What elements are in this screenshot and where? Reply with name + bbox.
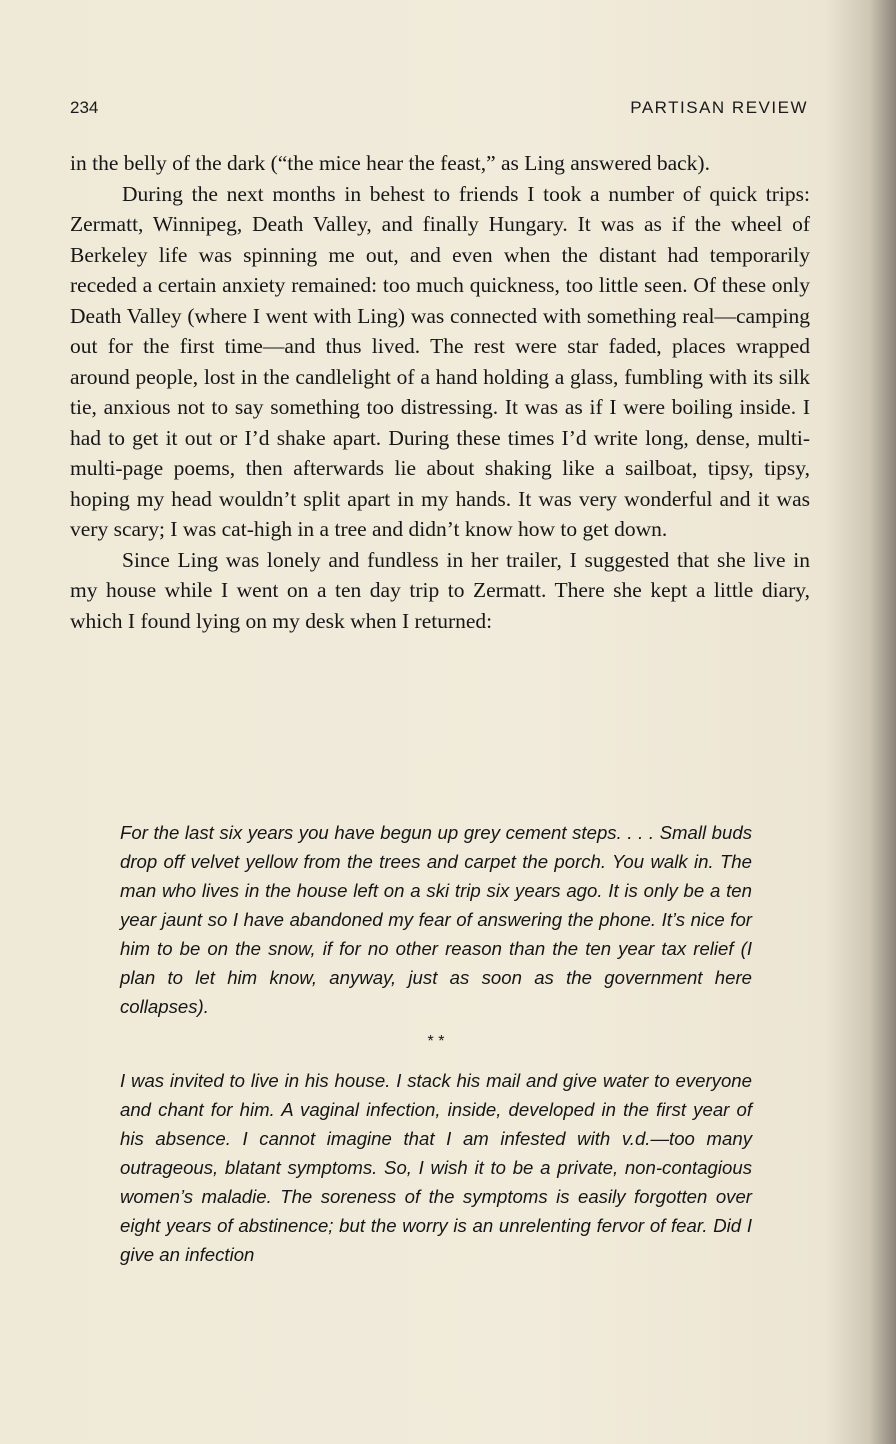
paragraph: Since Ling was lonely and fundless in her trailer, I suggested that she live in my house while I went on a ten day trip to Zermatt. There she kept a little diary, which I found lying on my desk when I returned: xyxy=(70,547,810,633)
main-text xyxy=(70,148,810,636)
journal-title: PARTISAN REVIEW xyxy=(630,98,808,117)
paragraph: in the belly of the dark (“the mice hear the feast,” as Ling answered back). xyxy=(70,151,710,175)
section-separator: * * xyxy=(427,1033,445,1050)
paragraph: During the next months in behest to friends I took a number of quick trips: Zermatt, Winnipeg, Death Valley, and finally Hungary. It was as if the wheel of Berkeley life was spinning me out, and even when the distant had temporarily receded a certain anxiety remained: too much quickness, too little seen. Of these only Death Valley (where I went with Ling) was connected with something real—camping out for the first time—and thus lived. The rest were star faded, places wrapped around people, lost in the candlelight of a hand holding a glass, fumbling with its silk tie, anxious not to say something too distressing. It was as if I were boiling inside. I had to get it out or I’d shake apart. During these times I’d write long, dense, multi-multi-page poems, then afterwards lie about shaking like a sailboat, tipsy, tipsy, hoping my head wouldn’t split apart in my hands. It was very wonderful and it was very scary; I was cat-high in a tree and didn’t know how to get down. xyxy=(70,181,810,541)
running-header xyxy=(70,98,808,126)
diary-excerpt xyxy=(120,818,752,1269)
page-number: 234 xyxy=(70,98,99,117)
diary-entry: I was invited to live in his house. I stack his mail and give water to everyone and chant for him. A vaginal infection, inside, developed in the first year of his absence. I cannot imagine that I am infested with v.d.—too many outrageous, blatant symptoms. So, I wish it to be a private, non-contagious women’s maladie. The soreness of the symptoms is easily forgotten over eight years of abstinence; but the worry is an unrelenting fervor of fear. Did I give an infection xyxy=(120,1070,752,1265)
diary-entry: For the last six years you have begun up grey cement steps. . . . Small buds drop off velvet yellow from the trees and carpet the porch. You walk in. The man who lives in the house left on a ski trip six years ago. It is only be a ten year jaunt so I have abandoned my fear of answering the phone. It’s nice for him to be on the snow, if for no other reason than the ten year tax relief (I plan to let him know, anyway, just as soon as the government here collapses). xyxy=(120,822,752,1017)
